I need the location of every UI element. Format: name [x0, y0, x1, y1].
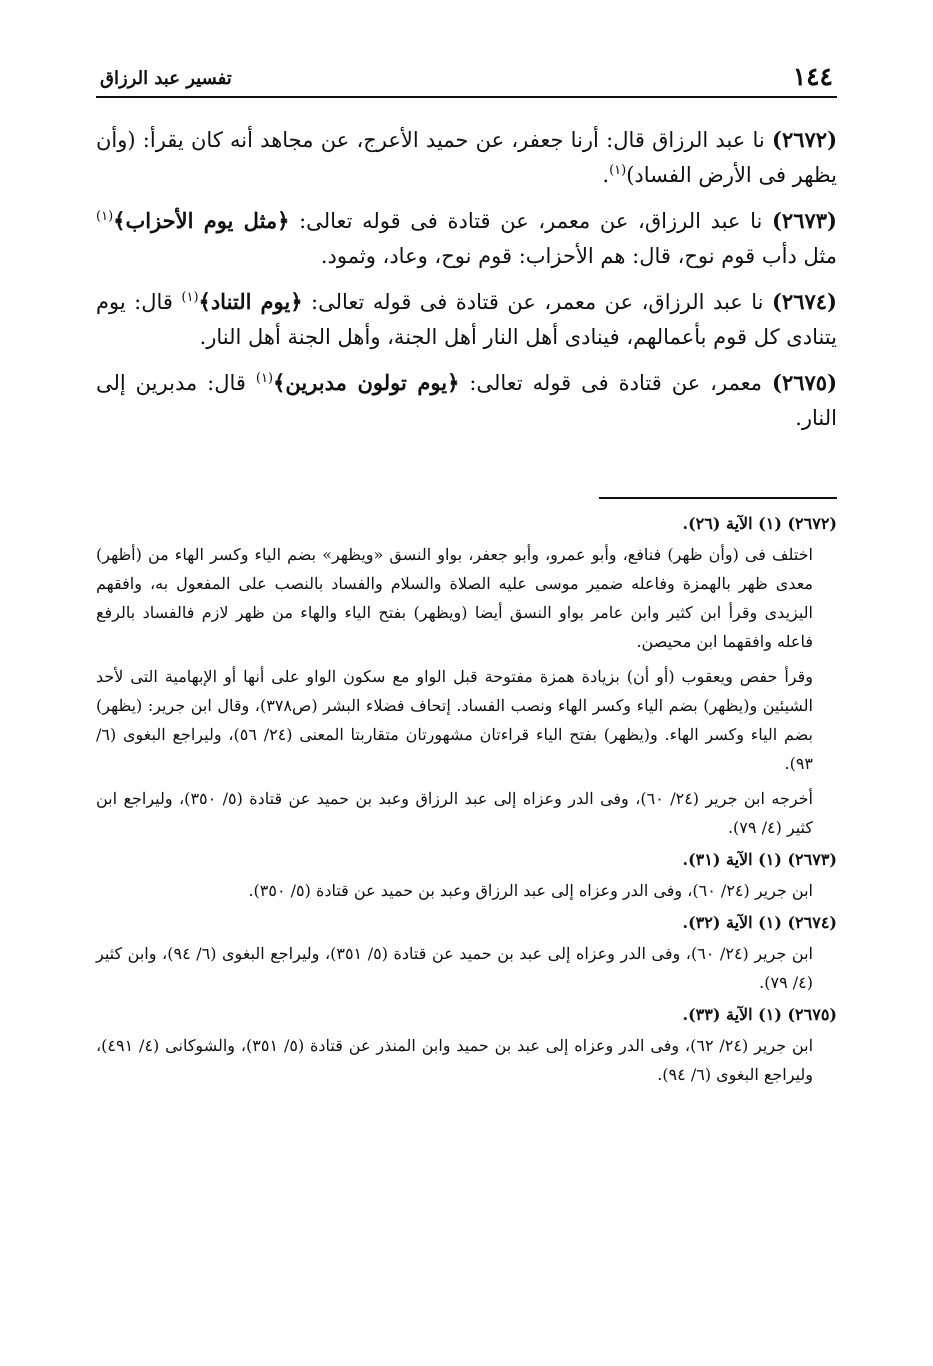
quran-quote: ﴿يوم تولون مدبرين﴾	[273, 370, 460, 395]
footnote-marker: (١)	[609, 163, 627, 178]
entry-text: نا عبد الرزاق قال: أرنا جعفر، عن حميد الأعرج، عن مجاهد أنه كان يقرأ: (وأن يظهر فى الأرض الفساد)	[96, 128, 837, 187]
footnote-heading: (٢٦٧٥) (١) الآية (٣٣).	[682, 1005, 837, 1024]
entry-text-end: قال: يوم يتنادى كل قوم بأعمالهم، فينادى أهل النار أهل الجنة، وأهل الجنة أهل النار.	[96, 290, 837, 349]
footnote-2675	[96, 1003, 837, 1089]
entry-text-end: .	[602, 163, 610, 187]
book-title: تفسير عبد الرزاق	[100, 68, 232, 89]
footnote-heading: (٢٦٧٢) (١) الآية (٢٦).	[682, 514, 837, 533]
quran-quote: ﴿مثل يوم الأحزاب﴾	[113, 208, 290, 233]
entry-2673	[96, 203, 837, 274]
footnote-marker: (١)	[96, 209, 114, 224]
footnote-paragraph: أخرجه ابن جرير (٢٤/ ٦٠)، وفى الدر وعزاه إلى عبد الرزاق وعبد بن حميد عن قتادة (٥/ ٣٥٠)، وليراجع ابن كثير (٤/ ٧٩).	[96, 789, 813, 837]
entry-2672	[96, 122, 837, 193]
entry-number: (٢٦٧٢)	[772, 127, 837, 152]
entry-number: (٢٦٧٣)	[771, 208, 837, 233]
main-text	[96, 122, 837, 446]
entry-2674	[96, 284, 837, 355]
footnote-heading: (٢٦٧٣) (١) الآية (٣١).	[682, 850, 837, 869]
entry-text: معمر، عن قتادة فى قوله تعالى:	[469, 371, 763, 395]
page-number: ١٤٤	[792, 62, 833, 91]
footnote-marker: (١)	[181, 290, 199, 305]
entry-number: (٢٦٧٤)	[771, 289, 837, 314]
footnote-paragraph: اختلف فى (وأن ظهر) فنافع، وأبو عمرو، وأبو جعفر، بواو النسق «ويظهر» بضم الياء وكسر الهاء من (أظهر) معدى ظهر بالهمزة وفاعله ضمير موسى عليه الصلاة والسلام والفساد بالنصب على المفعول به، وافقهم اليزيدى وقرأ ابن كثير وابن عامر بواو النسق أيضا (ويظهر) بفتح الياء والهاء من ظهر لازم فالفساد بالرفع فاعله وافقهما ابن محيصن.	[96, 545, 813, 651]
footnote-paragraph: وقرأ حفص ويعقوب (أو أن) بزيادة همزة مفتوحة قبل الواو مع سكون الواو على أنها أو الإبهامية التى لأحد الشيئين و(يظهر) بضم الياء وكسر الهاء ونصب الفساد. إتحاف فضلاء البشر (ص٣٧٨)، وقال ابن جرير: (يظهر) بضم الياء وكسر الهاء. و(يظهر) بفتح الياء قراءتان مشهورتان متقاربتا المعنى (٢٤/ ٥٦)، وليراجع البغوى (٦/ ٩٣).	[96, 667, 814, 773]
entry-number: (٢٦٧٥)	[772, 370, 838, 395]
footnote-paragraph: ابن جرير (٢٤/ ٦٢)، وفى الدر وعزاه إلى عبد بن حميد وابن المنذر عن قتادة (٥/ ٣٥١)، والشوكانى (٤/ ٤٩١)، وليراجع البغوى (٦/ ٩٤).	[96, 1036, 814, 1084]
footnote-marker: (١)	[255, 371, 274, 386]
footnote-paragraph: ابن جرير (٢٤/ ٦٠)، وفى الدر وعزاه إلى عبد الرزاق وعبد بن حميد عن قتادة (٥/ ٣٥٠).	[248, 881, 813, 900]
quran-quote: ﴿يوم التناد﴾	[198, 289, 303, 314]
footnote-2674	[96, 911, 837, 997]
footnote-paragraph: ابن جرير (٢٤/ ٦٠)، وفى الدر وعزاه إلى عبد بن حميد عن قتادة (٥/ ٣٥١)، وليراجع البغوى (٦/ ٩٤)، وابن كثير (٤/ ٧٩).	[96, 944, 813, 992]
entry-2675	[96, 365, 837, 436]
footnote-2673	[96, 848, 837, 905]
entry-text: نا عبد الرزاق، عن معمر، عن قتادة فى قوله تعالى:	[311, 290, 764, 314]
footnote-2672	[96, 512, 837, 842]
entry-text-end: مثل دأب قوم نوح، قال: هم الأحزاب: قوم نوح، وعاد، وثمود.	[320, 244, 837, 268]
entry-text-end: قال: مدبرين إلى النار.	[96, 371, 837, 430]
footnote-separator	[599, 497, 837, 499]
footnote-heading: (٢٦٧٤) (١) الآية (٣٢).	[682, 913, 837, 932]
entry-text: نا عبد الرزاق، عن معمر، عن قتادة فى قوله تعالى:	[299, 209, 763, 233]
footnotes	[96, 512, 837, 1095]
page-header	[96, 60, 837, 98]
